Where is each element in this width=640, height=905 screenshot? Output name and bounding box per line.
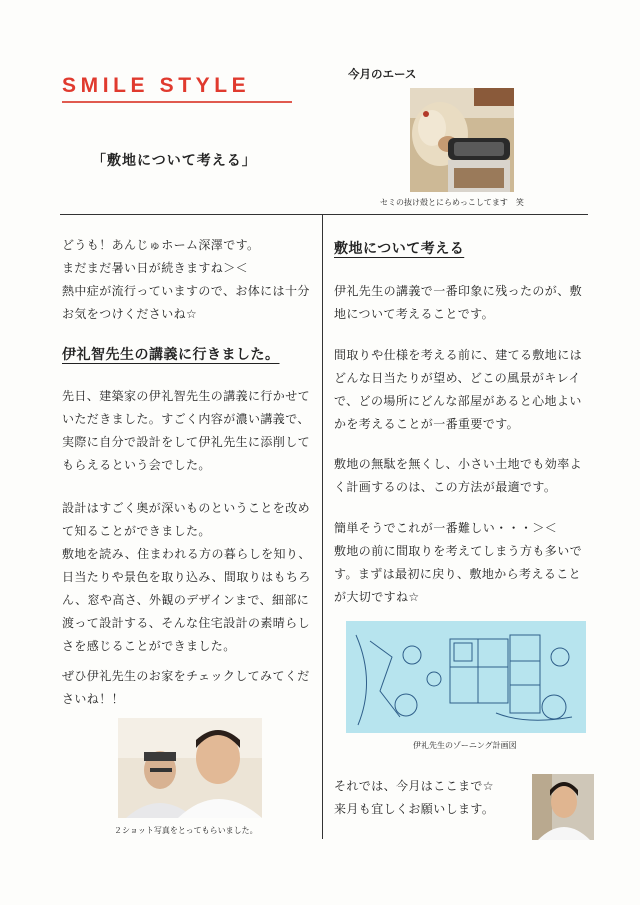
- column-divider: [322, 214, 323, 839]
- ace-photo-caption: セミの抜け殻とにらめっこしてます 笑: [380, 198, 524, 207]
- two-shot-caption: ２ショット写真をとってもらいました。: [114, 826, 258, 835]
- lecture-paragraph-3: ぜひ伊礼先生のお家をチェックしてみてくださいね！！: [62, 669, 310, 706]
- ace-heading: 今月のエース: [348, 67, 417, 81]
- closing-paragraph: それでは、今月はここまで☆ 来月も宜しくお願いします。: [334, 779, 495, 816]
- site-paragraph-1: 伊礼先生の講義で一番印象に残ったのが、敷地について考えることです。: [334, 284, 583, 321]
- site-heading: 敷地について考える: [334, 241, 465, 257]
- author-photo: [532, 774, 594, 840]
- lecture-paragraph-1: 先日、建築家の伊礼智先生の講義に行かせていただきました。すごく内容が濃い講義で、実際に自分で設計をして伊礼先生に添削してもらえるという会でした。: [62, 389, 311, 472]
- site-paragraph-2: 間取りや仕様を考える前に、建てる敷地にはどんな日当たりが望め、どこの風景がキレイで、どの場所にどんな部屋があると心地よいかを考えることが一番重要です。: [334, 348, 583, 431]
- lecture-paragraph-2: 設計はすごく奥が深いものということを改めて知ることができました。 敷地を読み、住まわれる方の暮らしを知り、日当たりや景色を取り込み、間取りはもちろん、窓や高さ、外観のデザインまで、細部に渡って設計する、そんな住宅設計の素晴らしさを感じることができました。: [62, 501, 311, 653]
- issue-topic: 「敷地について考える」: [92, 153, 257, 169]
- zoning-plan-caption: 伊礼先生のゾーニング計画図: [413, 741, 517, 750]
- two-shot-photo: [118, 718, 262, 818]
- dog-photo: [410, 88, 514, 192]
- intro-paragraph: どうも！あんじゅホーム深澤です。 まだまだ暑い日が続きますね＞＜ 熱中症が流行っていますので、お体には十分お気をつけくださいね☆: [62, 238, 310, 321]
- site-paragraph-3: 敷地の無駄を無くし、小さい土地でも効率よく計画するのは、この方法が最適です。: [334, 457, 583, 494]
- zoning-plan-sketch: [346, 621, 586, 733]
- site-paragraph-4: 簡単そうでこれが一番難しい・・・＞＜ 敷地の前に間取りを考えてしまう方も多いです。まずは最初に戻り、敷地から考えることが大切ですね☆: [334, 521, 583, 604]
- newsletter-logo: SMILE STYLE: [62, 74, 292, 103]
- horizontal-divider: [60, 214, 588, 215]
- lecture-heading: 伊礼智先生の講義に行きました。: [62, 347, 280, 363]
